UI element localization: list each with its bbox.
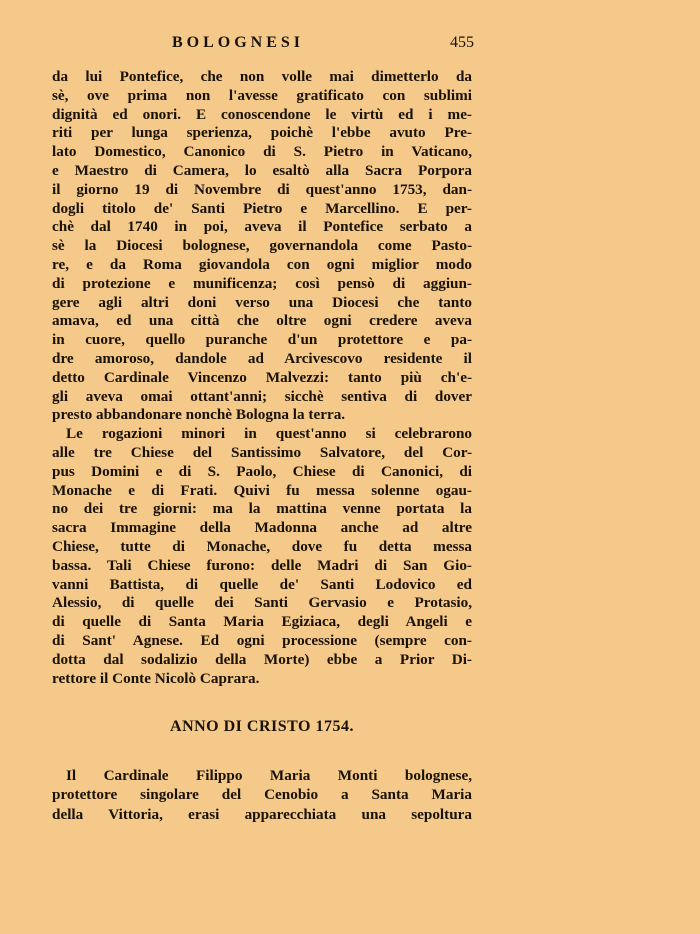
text-line: riti per lunga sperienza, poichè l'ebbe avuto Pre- (52, 124, 472, 142)
text-line: pus Domini e di S. Paolo, Chiese di Canonici, di (52, 462, 472, 480)
text-line: sè la Diocesi bolognese, governandola come Pasto- (52, 237, 472, 255)
page-header (52, 34, 474, 58)
text-line: gli aveva omai ottant'anni; sicchè sentiva di dover (52, 387, 472, 405)
text-line: il giorno 19 di Novembre di quest'anno 1753, dan- (52, 180, 472, 198)
text-line: dignità ed onori. E conoscendone le virtù ed i me- (52, 105, 472, 123)
page-number: 455 (450, 34, 474, 51)
text-line: presto abbandonare nonchè Bologna la terra. (52, 406, 346, 424)
text-line: lato Domestico, Canonico di S. Pietro in Vaticano, (52, 143, 472, 161)
text-line: protettore singolare del Cenobio a Santa Maria (52, 786, 472, 804)
paragraph-2 (52, 425, 472, 688)
continuation-text (52, 766, 472, 824)
text-line: Monache e di Frati. Quivi fu messa solenne ogau- (52, 481, 472, 499)
text-line: gere agli altri doni verso una Diocesi che tanto (52, 293, 472, 311)
text-line: di protezione e munificenza; così pensò di aggiun- (52, 274, 472, 292)
text-line: vanni Battista, di quelle de' Santi Lodovico ed (52, 575, 472, 593)
text-line: di quelle di Santa Maria Egiziaca, degli Angeli e (52, 613, 472, 631)
text-line: da lui Pontefice, che non volle mai dimetterlo da (52, 68, 472, 85)
text-line: sacra Immagine della Madonna anche ad altre (52, 519, 472, 537)
text-line: amava, ed una città che oltre ogni credere aveva (52, 312, 472, 330)
text-line: Le rogazioni minori in quest'anno si celebrarono (66, 425, 472, 443)
text-line: bassa. Tali Chiese furono: delle Madri di San Gio- (52, 556, 472, 574)
text-line: dre amoroso, dandole ad Arcivescovo residente il (52, 349, 472, 367)
text-line: detto Cardinale Vincenzo Malvezzi: tanto più ch'e- (52, 368, 472, 386)
main-text (52, 68, 472, 688)
text-line: dogli titolo de' Santi Pietro e Marcellino. E per- (52, 199, 472, 217)
text-line: sè, ove prima non l'avesse gratificato con sublimi (52, 86, 472, 104)
section-heading: ANNO DI CRISTO 1754. (170, 718, 354, 735)
text-line: chè dal 1740 in poi, aveva il Pontefice serbato a (52, 218, 472, 236)
paragraph-1 (52, 68, 472, 425)
text-line: re, e da Roma giovandola con ogni miglior modo (52, 255, 472, 273)
text-line: di Sant' Agnese. Ed ogni processione (sempre con- (52, 631, 472, 649)
text-line: dotta dal sodalizio della Morte) ebbe a Prior Di- (52, 650, 472, 668)
text-line: rettore il Conte Nicolò Caprara. (52, 669, 260, 687)
text-line: in cuore, quello puranche d'un protettore e pa- (52, 331, 472, 349)
text-line: della Vittoria, erasi apparecchiata una sepoltura (52, 805, 472, 823)
text-line: Chiese, tutte di Monache, dove fu detta messa (52, 537, 472, 555)
text-line: alle tre Chiese del Santissimo Salvatore, del Cor- (52, 443, 472, 461)
text-line: Alessio, di quelle dei Santi Gervasio e Protasio, (52, 594, 472, 612)
text-line: e Maestro di Camera, lo esaltò alla Sacra Porpora (52, 161, 472, 179)
text-line: Il Cardinale Filippo Maria Monti bolognese, (66, 767, 472, 784)
running-title: BOLOGNESI (172, 34, 305, 51)
paragraph-3 (52, 766, 472, 824)
text-line: no dei tre giorni: ma la mattina venne portata la (52, 500, 472, 518)
